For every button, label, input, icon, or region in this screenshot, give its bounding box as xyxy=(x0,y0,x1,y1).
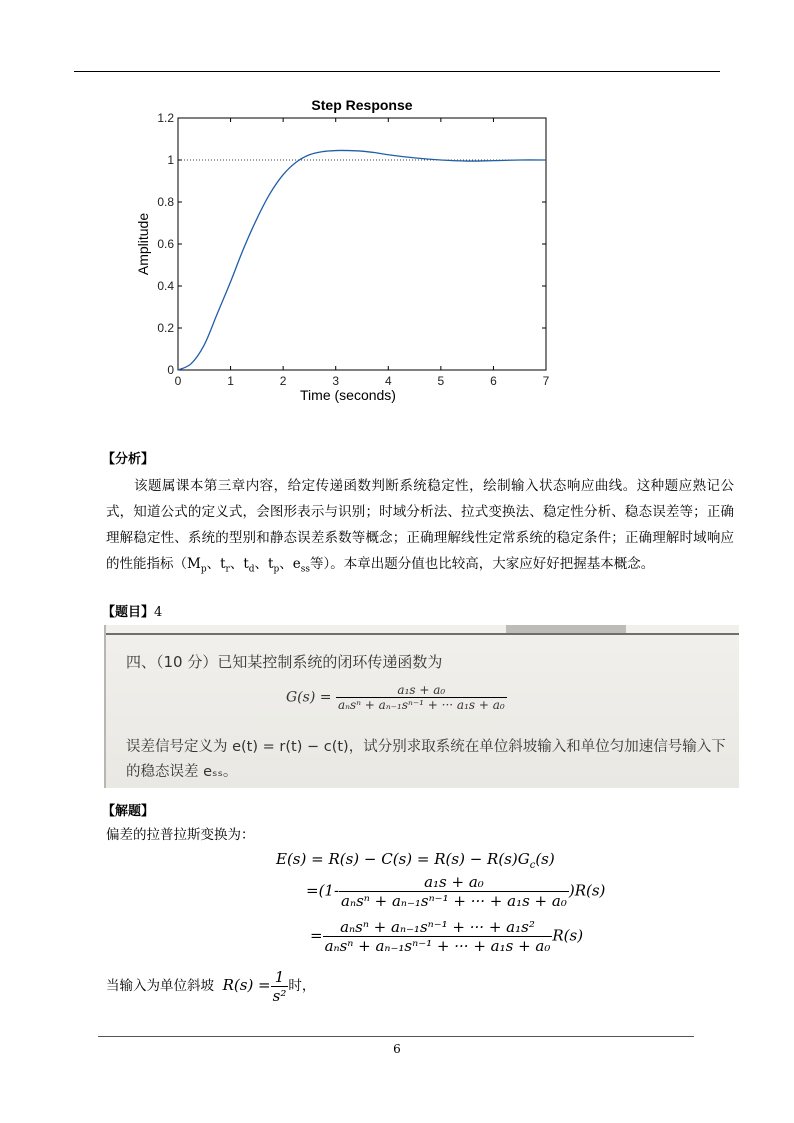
equation-line-1: $E(s) = R(s) - C(s) = R(s) - R(s)G_c(s)$ xyxy=(276,850,555,871)
x-tick-label: 5 xyxy=(437,374,445,388)
x-tick-label: 6 xyxy=(490,374,497,388)
step-response-series-line xyxy=(178,150,546,370)
x-tick-label: 7 xyxy=(542,374,550,388)
x-axis-label: Time (seconds) xyxy=(300,387,396,403)
y-tick-label: 0.6 xyxy=(157,237,174,251)
scan-formula: G(s) = $\frac{\text{a₁s + a₀}}{\text{aₙsⁿ + aₙ₋₁sⁿ⁻¹ + ··· a₁s + a₀}}$ xyxy=(286,683,505,712)
x-tick-label: 2 xyxy=(279,374,287,388)
solution-heading: 【解题】 xyxy=(102,804,155,819)
y-tick-label: 1.2 xyxy=(157,111,174,125)
y-tick-label: 0.8 xyxy=(157,195,174,209)
solution-intro: 偏差的拉普拉斯变换为： xyxy=(106,827,255,843)
ramp-input-line: 当输入为单位斜坡 R(s) = $\frac{1}{\text{s²}}$ 时， xyxy=(106,968,316,1005)
problem-heading: 【题目】4 xyxy=(102,605,163,620)
y-tick-label: 0 xyxy=(167,363,174,377)
x-tick-label: 3 xyxy=(332,374,340,388)
y-axis-label: Amplitude xyxy=(135,212,151,276)
scan-problem-title: 四、（10 分）已知某控制系统的闭环传递函数为 xyxy=(126,653,443,671)
plot-frame xyxy=(178,118,546,370)
y-tick-label: 0.4 xyxy=(157,279,174,293)
chart-title: Step Response xyxy=(311,97,413,113)
equation-line-3: = $\frac{\text{aₙsⁿ + aₙ₋₁sⁿ⁻¹ + ··· + a₁s²}}{\text{aₙsⁿ + aₙ₋₁sⁿ⁻¹ + ··· + a₁s + a₀}}$ R(s) xyxy=(310,918,584,955)
x-tick-label: 0 xyxy=(174,374,182,388)
analysis-heading: 【分析】 xyxy=(102,452,155,467)
analysis-paragraph: 该题属课本第三章内容，给定传递函数判断系统稳定性，绘制输入状态响应曲线。这种题应熟记公式，知道公式的定义式，会图形表示与识别；时域分析法、拉式变换法、稳定性分析、稳态误差等；正确理解稳定性、系统的型别和静态误差系数等概念；正确理解线性定常系统的稳定条件；正确理解时域响应的性能指标（$M_p$、$t_r$、$t_d$、$t_p$、$e_{ss}$等）。本章出题分值也比较高，大家应好好把握基本概念。 xyxy=(106,478,734,575)
x-tick-label: 1 xyxy=(227,374,234,388)
scan-problem-text: 误差信号定义为 e(t) = r(t) − c(t)，试分别求取系统在单位斜坡输入和单位匀加速信号输入下的稳态误差 eₛₛ。 xyxy=(126,739,726,780)
footer-rule xyxy=(98,1036,694,1037)
y-tick-label: 0.2 xyxy=(157,321,174,335)
scan-border-line xyxy=(106,633,739,635)
page-number: 6 xyxy=(393,1042,401,1056)
scan-smudge xyxy=(506,625,626,633)
y-tick-label: 1 xyxy=(167,153,174,167)
header-rule xyxy=(74,71,720,72)
equation-line-2: =(1- $\frac{\text{a₁s + a₀}}{\text{aₙsⁿ + aₙ₋₁sⁿ⁻¹ + ··· + a₁s + a₀}}$ )R(s) xyxy=(306,873,606,910)
step-response-chart xyxy=(120,88,560,408)
scanned-problem-image xyxy=(104,625,739,788)
x-tick-label: 4 xyxy=(384,374,392,388)
